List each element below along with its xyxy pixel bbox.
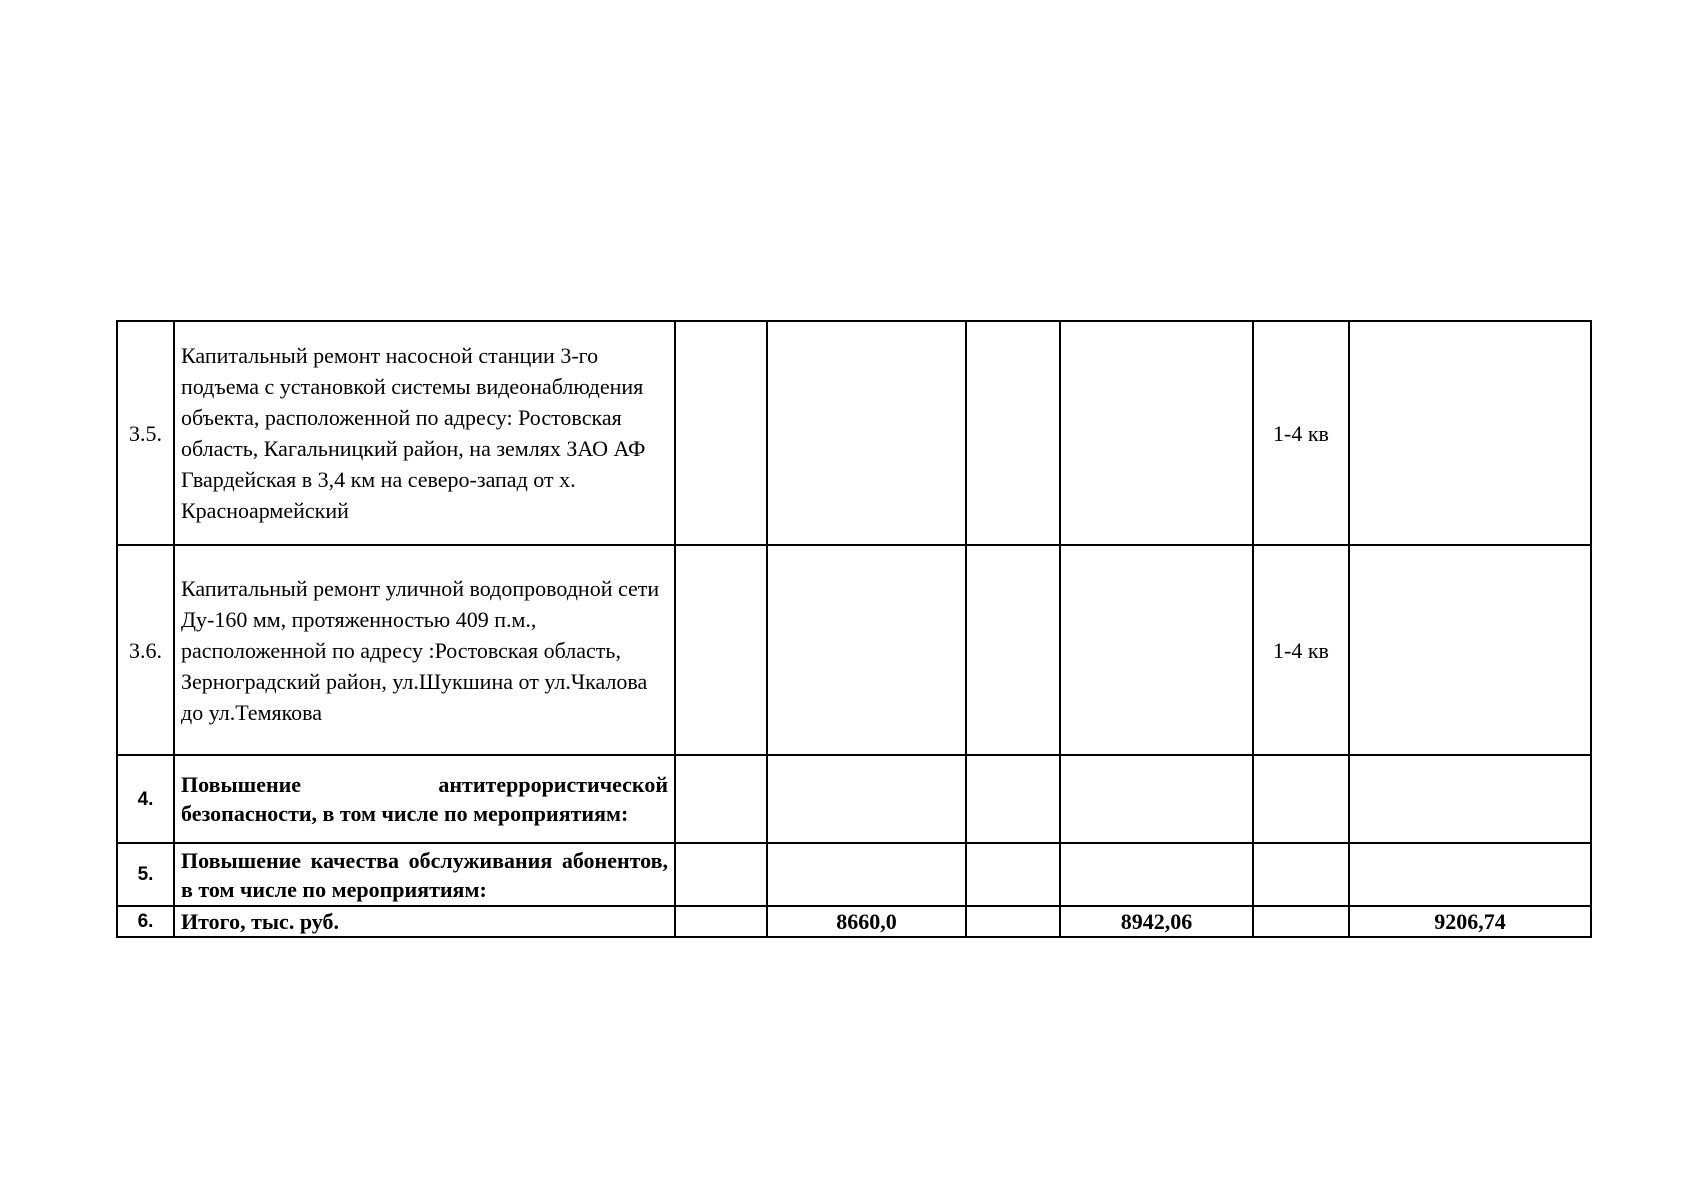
period-cell: 1-4 кв bbox=[1253, 321, 1349, 545]
table-row bbox=[117, 545, 1591, 755]
row-number: 3.6. bbox=[117, 545, 174, 755]
table-cell bbox=[966, 545, 1060, 755]
total-value: 8942,06 bbox=[1060, 906, 1253, 937]
program-table bbox=[116, 320, 1592, 938]
table-cell bbox=[767, 755, 966, 843]
table-cell bbox=[966, 755, 1060, 843]
row-number: 3.5. bbox=[117, 321, 174, 545]
table-cell bbox=[675, 545, 767, 755]
table-cell bbox=[1060, 843, 1253, 906]
table-cell bbox=[1349, 755, 1591, 843]
table-cell bbox=[1349, 545, 1591, 755]
table-cell bbox=[966, 321, 1060, 545]
row-number: 5. bbox=[117, 843, 174, 906]
table-row bbox=[117, 755, 1591, 843]
table-cell bbox=[1349, 321, 1591, 545]
row-description: Капитальный ремонт насосной станции 3-го подъема с установкой системы видеонаблюдения объекта, расположенной по адресу: Ростовская область, Кагальницкий район, на землях ЗАО АФ Гвардейская в 3,4 км на северо-запад от х. Красноармейский bbox=[174, 321, 675, 545]
table-cell bbox=[675, 906, 767, 937]
row-number: 4. bbox=[117, 755, 174, 843]
table-row bbox=[117, 843, 1591, 906]
table-cell bbox=[767, 545, 966, 755]
table-cell bbox=[1349, 843, 1591, 906]
row-description: Капитальный ремонт уличной водопроводной сети Ду-160 мм, протяженностью 409 п.м., расположенной по адресу :Ростовская область, Зерноградский район, ул.Шукшина от ул.Чкалова до ул.Темякова bbox=[174, 545, 675, 755]
row-description: Повышение качества обслуживания абонентов, в том числе по мероприятиям: bbox=[174, 843, 675, 906]
total-label: Итого, тыс. руб. bbox=[174, 906, 675, 937]
table-cell bbox=[966, 843, 1060, 906]
row-number: 6. bbox=[117, 906, 174, 937]
table-cell bbox=[1253, 755, 1349, 843]
table-cell bbox=[1060, 755, 1253, 843]
table-cell bbox=[767, 321, 966, 545]
table-row bbox=[117, 321, 1591, 545]
table-cell bbox=[675, 321, 767, 545]
period-cell: 1-4 кв bbox=[1253, 545, 1349, 755]
total-value: 8660,0 bbox=[767, 906, 966, 937]
table-cell bbox=[675, 843, 767, 906]
table-cell bbox=[1253, 843, 1349, 906]
table-cell bbox=[966, 906, 1060, 937]
total-row bbox=[117, 906, 1591, 937]
table-cell bbox=[1060, 545, 1253, 755]
table-cell bbox=[1060, 321, 1253, 545]
table-cell bbox=[767, 843, 966, 906]
table-cell bbox=[675, 755, 767, 843]
table-cell bbox=[1253, 906, 1349, 937]
row-description: Повышение антитеррористической безопасности, в том числе по мероприятиям: bbox=[174, 755, 675, 843]
total-value: 9206,74 bbox=[1349, 906, 1591, 937]
